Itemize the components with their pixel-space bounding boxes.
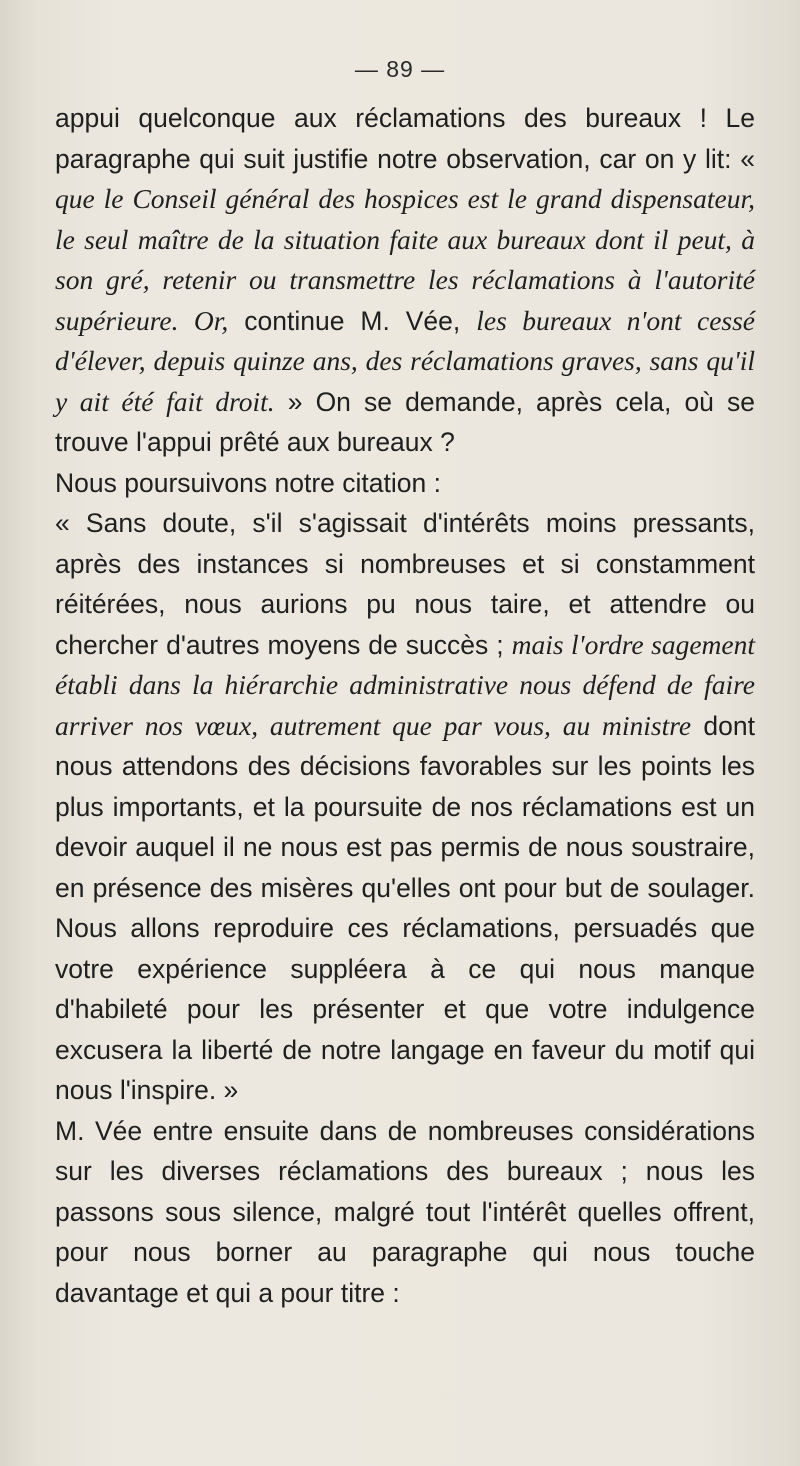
text-segment: » On se demande, après cela, où se trouve l'appui prêté aux bureaux ? xyxy=(55,386,755,457)
paragraph-3 xyxy=(55,503,755,1111)
text-segment: Nous poursuivons notre citation : xyxy=(55,467,441,498)
text-segment: M. Vée entre ensuite dans de nombreuses considérations sur les diverses réclamations des bureaux ; nous les passons sous silence, malgré tout l'intérêt quelles offrent, pour nous borner au paragraphe qui nous touche davantage et qui a pour titre : xyxy=(55,1115,755,1308)
italic-quote: que le Conseil général des hospices est le grand dispensateur, le seul maître de la situation faite aux bureaux dont il peut, à son gré, retenir ou transmettre les réclamations à l'autorité supérieure. Or, xyxy=(55,183,755,336)
page-number: — 89 — xyxy=(354,56,446,82)
text-segment: appui quelconque aux réclamations des bureaux ! Le paragraphe qui suit justifie notre observation, car on y lit: « xyxy=(55,103,755,174)
paragraph-2 xyxy=(55,463,755,504)
text-segment: « Sans doute, s'il s'agissait d'intérêts moins pressants, après des instances si nombreuses et si constamment réitérées, nous aurions pu nous taire, et attendre ou chercher d'autres moyens de succès ; xyxy=(55,508,755,660)
paragraph-4 xyxy=(55,1111,755,1314)
text-segment: dont nous attendons des décisions favorables sur les points les plus importants, et la poursuite de nos réclamations est un devoir auquel il ne nous est pas permis de nous soustraire, en présence des misères qu'elles ont pour but de soulager. Nous allons reproduire ces réclamations, persuadés que votre expérience suppléera à ce qui nous manque d'habileté pour les présenter et que votre indulgence excusera la liberté de notre langage en faveur du motif qui nous l'inspire. » xyxy=(55,710,755,1105)
paragraph-1 xyxy=(55,98,755,463)
text-segment: continue M. Vée, xyxy=(228,305,477,336)
body-text xyxy=(55,98,755,1313)
italic-quote: mais l'ordre sagement établi dans la hiérarchie administrative nous défend de faire arriver nos vœux, autrement que par vous, au ministre xyxy=(55,628,755,741)
italic-quote: les bureaux n'ont cessé d'élever, depuis quinze ans, des réclamations graves, sans qu'il y ait été fait droit. xyxy=(55,304,756,417)
